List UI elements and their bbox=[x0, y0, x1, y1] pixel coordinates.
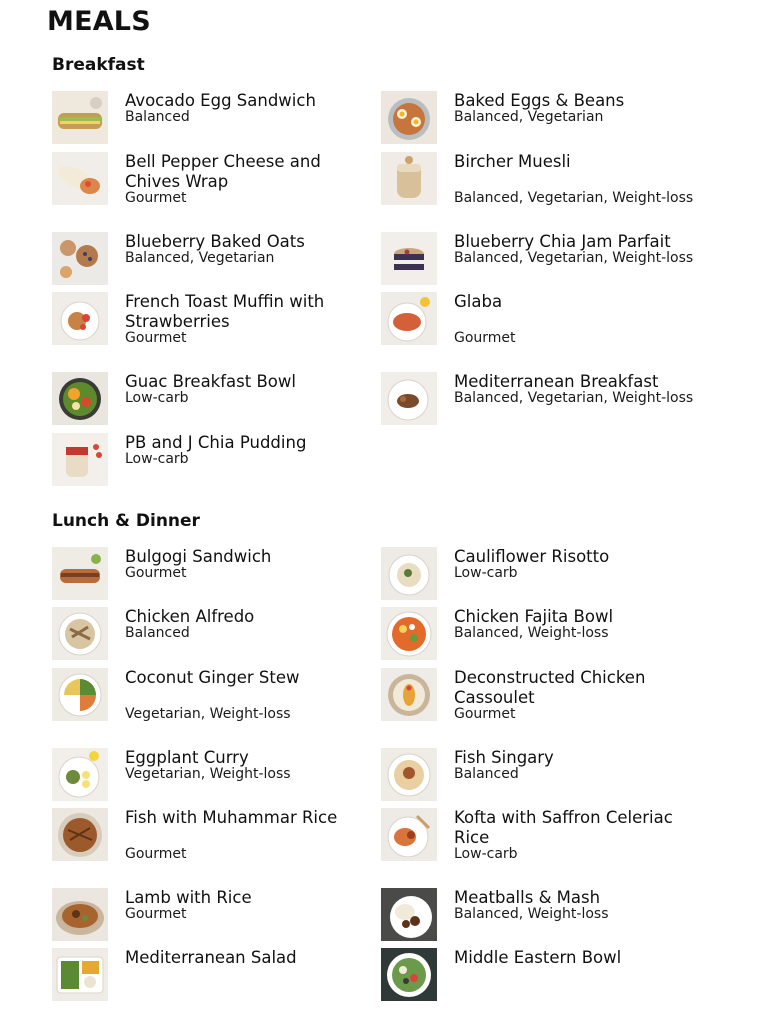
meal-tags: Low-carb bbox=[454, 565, 518, 581]
jar-photo-icon bbox=[381, 152, 437, 205]
meal-tags: Balanced bbox=[454, 766, 519, 782]
bowl-photo-icon bbox=[381, 547, 437, 600]
meal-name: Coconut Ginger Stew bbox=[125, 668, 300, 687]
meal-item[interactable] bbox=[52, 433, 372, 493]
meal-item[interactable] bbox=[381, 748, 701, 808]
page-title: MEALS bbox=[47, 6, 151, 37]
wrap-photo-icon bbox=[52, 152, 108, 205]
plate-photo-icon bbox=[52, 607, 108, 660]
meal-item[interactable] bbox=[52, 547, 372, 607]
meal-item[interactable] bbox=[52, 748, 372, 808]
meal-tags: Low-carb bbox=[454, 846, 518, 862]
meal-item[interactable] bbox=[52, 372, 372, 432]
meal-name: Bircher Muesli bbox=[454, 152, 571, 171]
sandwich-photo-icon bbox=[52, 547, 108, 600]
meal-tags: Balanced bbox=[125, 625, 190, 641]
meal-item[interactable] bbox=[381, 91, 701, 151]
meal-tags: Low-carb bbox=[125, 390, 189, 406]
meal-name: Fish Singary bbox=[454, 748, 554, 767]
bowl-photo-icon bbox=[381, 607, 437, 660]
bowl-photo-icon bbox=[381, 748, 437, 801]
meal-tags: Balanced, Vegetarian, Weight-loss bbox=[454, 190, 694, 206]
meal-item[interactable] bbox=[381, 152, 701, 212]
section-title-breakfast: Breakfast bbox=[52, 55, 145, 75]
meal-tags: Gourmet bbox=[125, 330, 187, 346]
meal-name: Deconstructed Chicken Cassoulet bbox=[454, 668, 646, 707]
meal-tags: Low-carb bbox=[125, 451, 189, 467]
meal-name: Eggplant Curry bbox=[125, 748, 249, 767]
meal-item[interactable] bbox=[52, 292, 372, 352]
meal-name: Bulgogi Sandwich bbox=[125, 547, 272, 566]
meal-item[interactable] bbox=[52, 607, 372, 667]
meal-tags: Vegetarian, Weight-loss bbox=[125, 706, 291, 722]
meal-item[interactable] bbox=[381, 232, 701, 292]
meal-name: Baked Eggs & Beans bbox=[454, 91, 625, 110]
meal-tags: Balanced, Vegetarian, Weight-loss bbox=[454, 250, 694, 266]
meal-tags: Gourmet bbox=[125, 565, 187, 581]
plate-photo-icon bbox=[381, 808, 437, 861]
meal-item[interactable] bbox=[52, 948, 372, 1008]
plate-photo-icon bbox=[381, 292, 437, 345]
meal-name: Meatballs & Mash bbox=[454, 888, 601, 907]
plate-photo-icon bbox=[381, 372, 437, 425]
parfait-photo-icon bbox=[381, 232, 437, 285]
meal-name: Blueberry Chia Jam Parfait bbox=[454, 232, 671, 251]
sandwich-photo-icon bbox=[52, 91, 108, 144]
meal-tags: Gourmet bbox=[125, 190, 187, 206]
meal-name: Middle Eastern Bowl bbox=[454, 948, 622, 967]
meal-item[interactable] bbox=[381, 888, 701, 948]
meal-name: Avocado Egg Sandwich bbox=[125, 91, 316, 110]
meal-name: Mediterranean Breakfast bbox=[454, 372, 659, 391]
meal-item[interactable] bbox=[52, 668, 372, 728]
meal-item[interactable] bbox=[52, 152, 372, 212]
tray-photo-icon bbox=[52, 948, 108, 1001]
meal-tags: Gourmet bbox=[125, 846, 187, 862]
bowl-photo-icon bbox=[381, 948, 437, 1001]
meal-item[interactable] bbox=[381, 948, 701, 1008]
meal-tags: Balanced, Vegetarian bbox=[125, 250, 275, 266]
meal-item[interactable] bbox=[52, 232, 372, 292]
plate-photo-icon bbox=[52, 668, 108, 721]
meal-item[interactable] bbox=[381, 547, 701, 607]
meal-item[interactable] bbox=[381, 372, 701, 432]
meal-name: Blueberry Baked Oats bbox=[125, 232, 305, 251]
oats-photo-icon bbox=[52, 232, 108, 285]
meal-tags: Balanced, Vegetarian bbox=[454, 109, 604, 125]
meal-tags: Gourmet bbox=[125, 906, 187, 922]
meal-item[interactable] bbox=[52, 888, 372, 948]
meal-name: Chicken Alfredo bbox=[125, 607, 255, 626]
meal-item[interactable] bbox=[381, 808, 701, 868]
section-title-lunch-dinner: Lunch & Dinner bbox=[52, 511, 200, 531]
meal-item[interactable] bbox=[52, 808, 372, 868]
meal-name: Fish with Muhammar Rice bbox=[125, 808, 338, 827]
meal-name: Chicken Fajita Bowl bbox=[454, 607, 614, 626]
meal-tags: Gourmet bbox=[454, 330, 516, 346]
meal-item[interactable] bbox=[381, 292, 701, 352]
plate-photo-icon bbox=[52, 808, 108, 861]
meal-tags: Balanced, Weight-loss bbox=[454, 906, 609, 922]
plate-photo-icon bbox=[381, 888, 437, 941]
meal-name: Glaba bbox=[454, 292, 503, 311]
plate-photo-icon bbox=[52, 292, 108, 345]
meal-tags: Balanced, Weight-loss bbox=[454, 625, 609, 641]
bowl-photo-icon bbox=[52, 888, 108, 941]
meal-item[interactable] bbox=[381, 668, 701, 728]
meal-tags: Balanced, Vegetarian, Weight-loss bbox=[454, 390, 694, 406]
meal-name: Kofta with Saffron Celeriac Rice bbox=[454, 808, 673, 847]
meal-tags: Vegetarian, Weight-loss bbox=[125, 766, 291, 782]
meal-name: PB and J Chia Pudding bbox=[125, 433, 307, 452]
meal-name: Guac Breakfast Bowl bbox=[125, 372, 296, 391]
meal-name: Cauliflower Risotto bbox=[454, 547, 610, 566]
jar-photo-icon bbox=[52, 433, 108, 486]
meal-name: French Toast Muffin with Strawberries bbox=[125, 292, 325, 331]
meal-name: Mediterranean Salad bbox=[125, 948, 297, 967]
meal-tags: Gourmet bbox=[454, 706, 516, 722]
meal-name: Lamb with Rice bbox=[125, 888, 252, 907]
meal-tags: Balanced bbox=[125, 109, 190, 125]
meal-item[interactable] bbox=[381, 607, 701, 667]
bowl-photo-icon bbox=[52, 372, 108, 425]
bowl-photo-icon bbox=[381, 668, 437, 721]
meal-item[interactable] bbox=[52, 91, 372, 151]
meal-name: Bell Pepper Cheese and Chives Wrap bbox=[125, 152, 321, 191]
bowl-photo-icon bbox=[381, 91, 437, 144]
plate-photo-icon bbox=[52, 748, 108, 801]
